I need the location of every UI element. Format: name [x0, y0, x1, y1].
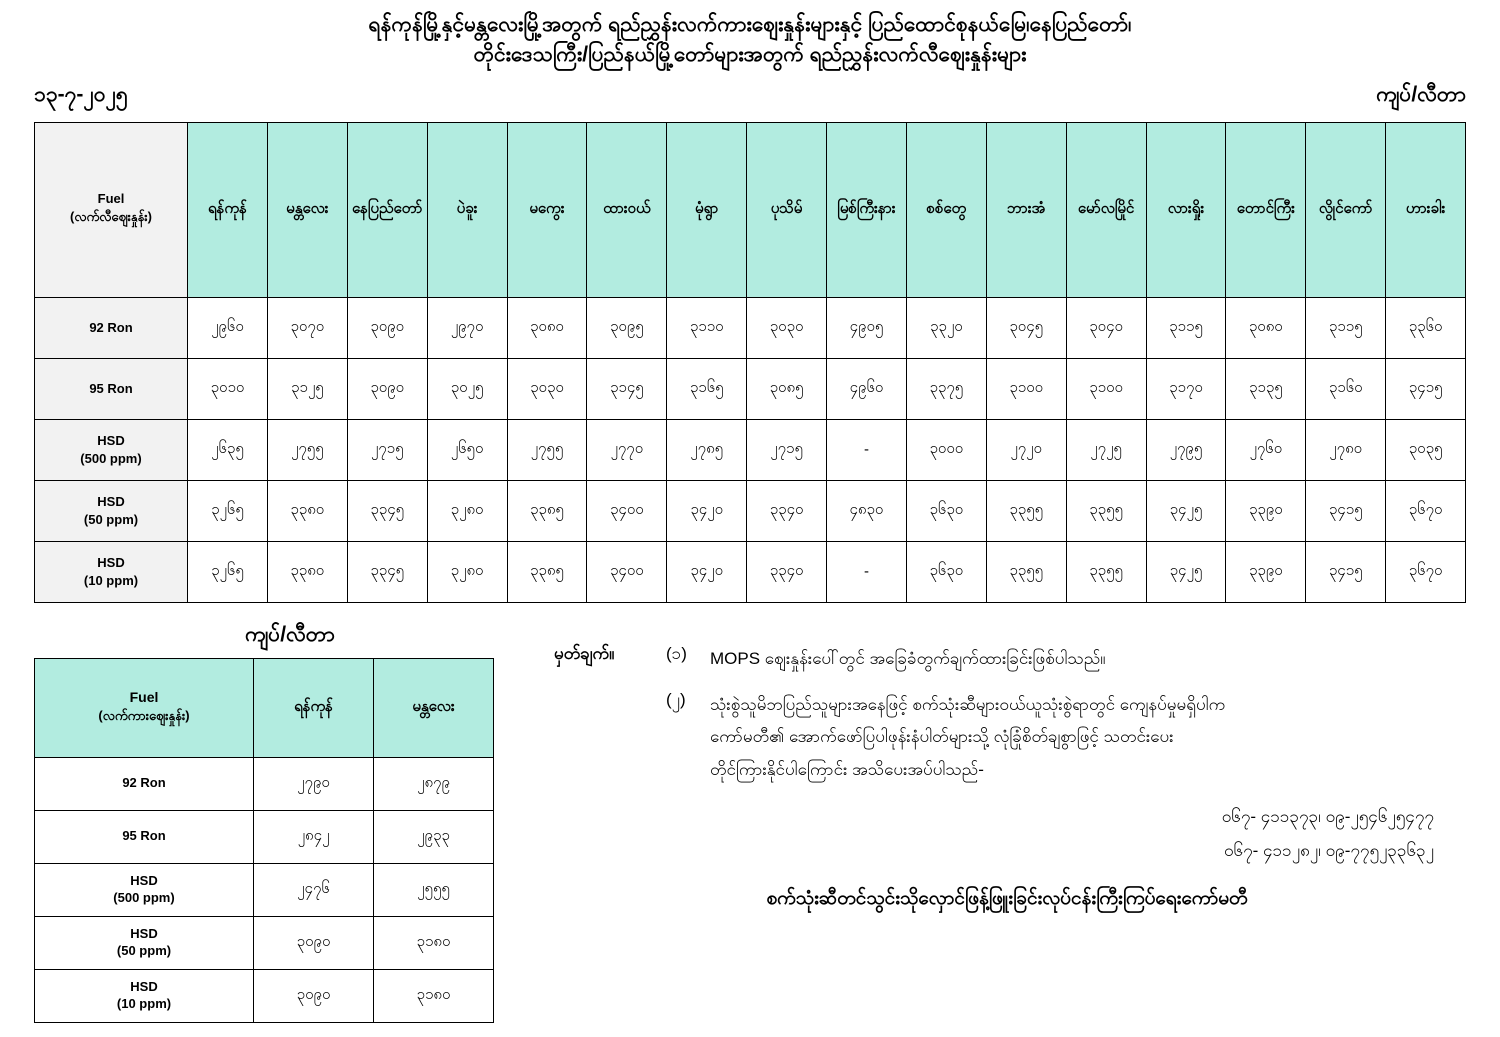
issuing-committee-name: စက်သုံးဆီတင်သွင်းသိုလှောင်ဖြန့်ဖြူးခြင်းလုပ်ငန်းကြီးကြပ်ရေးကော်မတီ: [766, 888, 1248, 910]
cell-hsd50-myitkyina: ၄၈၃၀: [827, 480, 907, 541]
cell-hsd500-naypyitaw: ၂၇၁၅: [347, 419, 427, 480]
table-row: [35, 969, 494, 1022]
cell-hsd500-mandalay: ၂၇၅၅: [267, 419, 347, 480]
cell-hsd500-magway: ၂၇၅၅: [507, 419, 587, 480]
cell-hsd10-naypyitaw: ၃၃၄၅: [347, 541, 427, 602]
table-row: [35, 541, 1466, 602]
cell-hsd50-sittwe: ၃၆၃၀: [906, 480, 986, 541]
wholesale-row-header-95ron: [35, 810, 254, 863]
cell-95ron-sittwe: ၃၃၇၅: [906, 358, 986, 419]
cell-92ron-hpaan: ၃၀၄၅: [986, 297, 1066, 358]
cell-hsd10-yangon: ၃၂၆၅: [188, 541, 268, 602]
cell-92ron-dawei: ၃၀၉၅: [587, 297, 667, 358]
cell-92ron-yangon: ၂၉၆၀: [188, 297, 268, 358]
cell-95ron-taunggyi: ၃၁၃၅: [1226, 358, 1306, 419]
wholesale-row-header-hsd500-line2: (500 ppm): [113, 889, 175, 905]
note-text-2-line-3: တိုင်ကြားနိုင်ပါကြောင်း အသိပေးအပ်ပါသည်-: [710, 759, 984, 779]
cell-92ron-monywa: ၃၁၁၀: [667, 297, 747, 358]
cell-hsd50-pathein: ၃၃၄၀: [747, 480, 827, 541]
cell-95ron-bago: ၃၀၂၅: [427, 358, 507, 419]
cell-hsd50-hpaan: ၃၃၅၅: [986, 480, 1066, 541]
row-header-hsd50: [35, 480, 188, 541]
column-header-hpaan: ဘားအံ: [986, 122, 1066, 297]
document-title-line-1: ရန်ကုန်မြို့နှင့်မန္တလေးမြို့အတွက် ရည်ညွှန်းလက်ကားဈေးနှုန်းများနှင့် ပြည်ထောင်စုနယ်မြေ၊နေပြည်တော်၊: [368, 13, 1132, 36]
title-block: [0, 0, 1500, 71]
row-header-hsd10-line1: HSD: [97, 555, 125, 571]
row-header-hsd500-line2: (500 ppm): [80, 450, 142, 466]
notes-section: [520, 621, 1500, 914]
retail-header-row: [35, 122, 1466, 297]
cell-hsd50-yangon: ၃၂၆၅: [188, 480, 268, 541]
meta-row: [0, 71, 1500, 112]
cell-95ron-myitkyina: ၄၉၆၀: [827, 358, 907, 419]
column-header-dawei: ထားဝယ်: [587, 122, 667, 297]
column-header-mandalay: မန္တလေး: [267, 122, 347, 297]
table-row: [35, 810, 494, 863]
cell-95ron-lashio: ၃၁၇၀: [1146, 358, 1226, 419]
cell-hsd50-loikaw: ၃၄၁၅: [1306, 480, 1386, 541]
retail-price-table: [34, 122, 1466, 603]
cell-hsd50-lashio: ၃၄၂၅: [1146, 480, 1226, 541]
cell-hsd50-bago: ၃၂၈၀: [427, 480, 507, 541]
cell-hsd10-hpaan: ၃၃၅၅: [986, 541, 1066, 602]
wholesale-header-row: [35, 658, 494, 757]
wholesale-row-header-92ron-line1: 92 Ron: [122, 775, 166, 791]
wholesale-corner-header: [35, 658, 254, 757]
wholesale-row-header-hsd10: [35, 969, 254, 1022]
contact-phone-line-1: ၀၆၇- ၄၁၁၃၇၃၊ ၀၉-၂၅၄၆၂၅၄၇၇: [1221, 807, 1434, 827]
cell-hsd50-naypyitaw: ၃၃၄၅: [347, 480, 427, 541]
cell-92ron-bago: ၂၉၇၀: [427, 297, 507, 358]
row-header-hsd50-line1: HSD: [97, 494, 125, 510]
wholesale-cell-hsd500-mandalay: ၂၅၅၅: [374, 863, 494, 916]
cell-hsd10-loikaw: ၃၄၁၅: [1306, 541, 1386, 602]
wholesale-cell-92ron-yangon: ၂၇၉၀: [254, 757, 374, 810]
column-header-pathein: ပုသိမ်: [747, 122, 827, 297]
cell-hsd500-bago: ၂၆၅၀: [427, 419, 507, 480]
table-row: [35, 480, 1466, 541]
wholesale-table-head: [35, 658, 494, 757]
retail-table-head: [35, 122, 1466, 297]
cell-hsd10-myitkyina: -: [827, 541, 907, 602]
note-item-1: [554, 643, 1470, 675]
cell-hsd10-hakha: ၃၆၇၀: [1386, 541, 1466, 602]
wholesale-row-header-hsd50-line2: (50 ppm): [116, 942, 172, 958]
table-row: [35, 358, 1466, 419]
cell-hsd500-lashio: ၂၇၉၅: [1146, 419, 1226, 480]
table-row: [35, 419, 1466, 480]
unit-label-wholesale: ကျပ်/လီတာ: [245, 622, 335, 646]
retail-corner-header: [35, 122, 188, 297]
cell-hsd50-hakha: ၃၆၇၀: [1386, 480, 1466, 541]
note-item-2: [554, 689, 1470, 786]
cell-hsd500-myitkyina: -: [827, 419, 907, 480]
wholesale-column-header-mandalay: မန္တလေး: [374, 658, 494, 757]
cell-hsd50-mandalay: ၃၃၈၀: [267, 480, 347, 541]
row-header-hsd10: [35, 541, 188, 602]
wholesale-cell-hsd10-mandalay: ၃၁၈၀: [374, 969, 494, 1022]
column-header-bago: ပဲခူး: [427, 122, 507, 297]
cell-hsd50-monywa: ၃၄၂၀: [667, 480, 747, 541]
row-header-92ron-line1: 92 Ron: [89, 320, 133, 336]
cell-hsd10-mandalay: ၃၃၈၀: [267, 541, 347, 602]
retail-corner-header-mm: (လက်လီဈေးနှုန်း): [69, 209, 152, 225]
cell-92ron-magway: ၃၀၈၀: [507, 297, 587, 358]
column-header-loikaw: လွိုင်ကော်: [1306, 122, 1386, 297]
row-header-95ron-line1: 95 Ron: [89, 381, 133, 397]
wholesale-row-header-92ron: [35, 757, 254, 810]
notes-label: မှတ်ချက်။: [554, 643, 615, 663]
note-text-2-line-2: ကော်မတီ၏ အောက်ဖော်ပြပါဖုန်းနံပါတ်များသို့ လုံခြုံစိတ်ချစွာဖြင့် သတင်းပေး: [710, 727, 1174, 747]
table-row: [35, 916, 494, 969]
note-text-2: [710, 689, 1470, 786]
note-text-2-line-1: သုံးစွဲသူမိဘပြည်သူများအနေဖြင့် စက်သုံးဆီများဝယ်ယူသုံးစွဲရာတွင် ကျေနပ်မှုမရှိပါက: [710, 695, 1226, 715]
cell-95ron-mawlamyine: ၃၁၀၀: [1066, 358, 1146, 419]
wholesale-cell-hsd50-yangon: ၃၀၉၀: [254, 916, 374, 969]
row-header-92ron: [35, 297, 188, 358]
column-header-monywa: မုံရွာ: [667, 122, 747, 297]
cell-hsd50-mawlamyine: ၃၃၅၅: [1066, 480, 1146, 541]
row-header-hsd500: [35, 419, 188, 480]
wholesale-row-header-hsd50: [35, 916, 254, 969]
cell-92ron-loikaw: ၃၁၁၅: [1306, 297, 1386, 358]
wholesale-row-header-95ron-line1: 95 Ron: [122, 828, 166, 844]
cell-hsd500-dawei: ၂၇၇၀: [587, 419, 667, 480]
cell-92ron-lashio: ၃၁၁၅: [1146, 297, 1226, 358]
cell-hsd50-taunggyi: ၃၃၉၀: [1226, 480, 1306, 541]
retail-corner-header-en: Fuel: [97, 191, 125, 207]
wholesale-cell-hsd10-yangon: ၃၀၉၀: [254, 969, 374, 1022]
cell-hsd500-yangon: ၂၆၃၅: [188, 419, 268, 480]
cell-hsd500-loikaw: ၂၇၈၀: [1306, 419, 1386, 480]
row-header-hsd50-line2: (50 ppm): [83, 511, 139, 527]
cell-hsd500-hpaan: ၂၇၂၀: [986, 419, 1066, 480]
column-header-hakha: ဟားခါး: [1386, 122, 1466, 297]
column-header-naypyitaw: နေပြည်တော်: [347, 122, 427, 297]
cell-hsd10-bago: ၃၂၈၀: [427, 541, 507, 602]
wholesale-section: [0, 621, 520, 1023]
wholesale-cell-95ron-yangon: ၂၈၄၂: [254, 810, 374, 863]
table-row: [35, 863, 494, 916]
note-number-2: (၂): [666, 690, 686, 710]
table-row: [35, 757, 494, 810]
column-header-sittwe: စစ်တွေ: [906, 122, 986, 297]
cell-95ron-hakha: ၃၄၁၅: [1386, 358, 1466, 419]
lower-section: [0, 621, 1500, 1023]
document-title-line-2: တိုင်းဒေသကြီး/ပြည်နယ်မြို့တော်များအတွက် ရည်ညွှန်းလက်လီဈေးနှုန်းများ: [473, 43, 1027, 67]
cell-95ron-yangon: ၃၀၁၀: [188, 358, 268, 419]
cell-hsd10-sittwe: ၃၆၃၀: [906, 541, 986, 602]
cell-92ron-naypyitaw: ၃၀၉၀: [347, 297, 427, 358]
cell-95ron-naypyitaw: ၃၀၉၀: [347, 358, 427, 419]
cell-92ron-mandalay: ၃၀၇၀: [267, 297, 347, 358]
cell-hsd10-magway: ၃၃၈၅: [507, 541, 587, 602]
wholesale-cell-92ron-mandalay: ၂၈၇၉: [374, 757, 494, 810]
cell-92ron-taunggyi: ၃၀၈၀: [1226, 297, 1306, 358]
cell-hsd500-monywa: ၂၇၈၅: [667, 419, 747, 480]
wholesale-row-header-hsd10-line2: (10 ppm): [116, 995, 172, 1011]
cell-hsd10-pathein: ၃၃၄၀: [747, 541, 827, 602]
wholesale-price-table: [34, 658, 494, 1023]
wholesale-row-header-hsd50-line1: HSD: [130, 925, 158, 941]
cell-hsd50-dawei: ၃၄၀၀: [587, 480, 667, 541]
cell-hsd10-monywa: ၃၄၂၀: [667, 541, 747, 602]
cell-92ron-sittwe: ၃၃၂၀: [906, 297, 986, 358]
wholesale-row-header-hsd500-line1: HSD: [130, 872, 158, 888]
cell-hsd50-magway: ၃၃၈၅: [507, 480, 587, 541]
table-row: [35, 297, 1466, 358]
column-header-taunggyi: တောင်ကြီး: [1226, 122, 1306, 297]
cell-hsd500-sittwe: ၃၀၀၀: [906, 419, 986, 480]
cell-hsd500-hakha: ၃၀၃၅: [1386, 419, 1466, 480]
unit-label-retail: ကျပ်/လီတာ: [1376, 82, 1466, 106]
wholesale-corner-header-en: Fuel: [129, 688, 159, 705]
cell-95ron-pathein: ၃၀၈၅: [747, 358, 827, 419]
wholesale-row-header-hsd10-line1: HSD: [130, 978, 158, 994]
wholesale-cell-95ron-mandalay: ၂၉၃၃: [374, 810, 494, 863]
cell-95ron-loikaw: ၃၁၆၀: [1306, 358, 1386, 419]
cell-95ron-dawei: ၃၁၄၅: [587, 358, 667, 419]
row-header-hsd500-line1: HSD: [97, 433, 125, 449]
wholesale-cell-hsd500-yangon: ၂၄၇၆: [254, 863, 374, 916]
cell-hsd10-mawlamyine: ၃၃၅၅: [1066, 541, 1146, 602]
cell-hsd10-taunggyi: ၃၃၉၀: [1226, 541, 1306, 602]
cell-95ron-magway: ၃၀၃၀: [507, 358, 587, 419]
announcement-date: ၁၃-၇-၂၀၂၅: [34, 82, 128, 106]
row-header-95ron: [35, 358, 188, 419]
cell-95ron-mandalay: ၃၁၂၅: [267, 358, 347, 419]
contact-phone-line-2: ၀၆၇- ၄၁၁၂၈၂၊ ၀၉-၇၇၅၂၃၃၆၃၂: [1223, 841, 1434, 861]
wholesale-row-header-hsd500: [35, 863, 254, 916]
cell-92ron-myitkyina: ၄၉၀၅: [827, 297, 907, 358]
wholesale-cell-hsd50-mandalay: ၃၁၈၀: [374, 916, 494, 969]
column-header-myitkyina: မြစ်ကြီးနား: [827, 122, 907, 297]
note-text-1: MOPS ဈေးနှုန်းပေါ်တွင် အခြေခံတွက်ချက်ထားခြင်းဖြစ်ပါသည်။: [710, 648, 1106, 668]
wholesale-corner-header-mm: (လက်ကားဈေးနှုန်း): [98, 707, 190, 723]
column-header-lashio: လားရှိုး: [1146, 122, 1226, 297]
cell-92ron-mawlamyine: ၃၀၄၀: [1066, 297, 1146, 358]
cell-92ron-hakha: ၃၃၆၀: [1386, 297, 1466, 358]
wholesale-column-header-yangon: ရန်ကုန်: [254, 658, 374, 757]
cell-hsd10-lashio: ၃၄၂၅: [1146, 541, 1226, 602]
cell-hsd10-dawei: ၃၄၀၀: [587, 541, 667, 602]
column-header-yangon: ရန်ကုန်: [188, 122, 268, 297]
cell-hsd500-mawlamyine: ၂၇၂၅: [1066, 419, 1146, 480]
note-number-1: (၁): [666, 643, 687, 663]
retail-table-body: [35, 297, 1466, 602]
cell-92ron-pathein: ၃၀၃၀: [747, 297, 827, 358]
column-header-magway: မကွေး: [507, 122, 587, 297]
cell-hsd500-taunggyi: ၂၇၆၀: [1226, 419, 1306, 480]
column-header-mawlamyine: မော်လမြိုင်: [1066, 122, 1146, 297]
row-header-hsd10-line2: (10 ppm): [83, 572, 139, 588]
cell-hsd500-pathein: ၂၇၁၅: [747, 419, 827, 480]
cell-95ron-hpaan: ၃၁၀၀: [986, 358, 1066, 419]
cell-95ron-monywa: ၃၁၆၅: [667, 358, 747, 419]
wholesale-table-body: [35, 757, 494, 1022]
